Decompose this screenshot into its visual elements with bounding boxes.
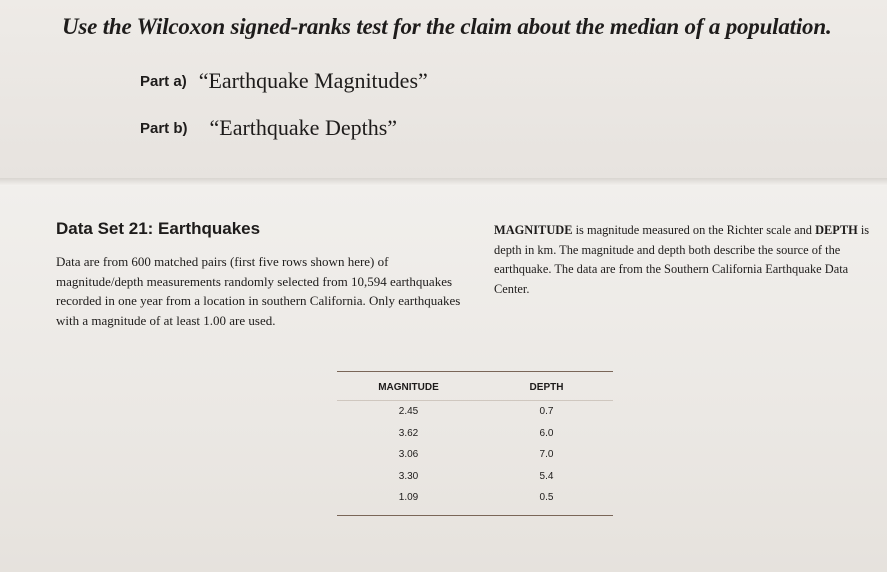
table-bottom-spacer <box>337 509 613 516</box>
panel-divider <box>0 178 887 186</box>
earthquake-data-table <box>337 371 613 516</box>
table-row <box>337 401 613 423</box>
depth-cell: 0.7 <box>539 406 554 418</box>
column-header-depth: DEPTH <box>480 372 613 401</box>
part-b <box>140 115 397 141</box>
part-a-title: “Earthquake Magnitudes” <box>198 68 428 93</box>
depth-definition: is depth in km. The magnitude and depth both describe the source of the earthquake. The data are from the Southern California Earthquake Data Center. <box>494 223 870 296</box>
depth-cell: 5.4 <box>539 470 554 482</box>
magnitude-term: MAGNITUDE <box>494 223 573 237</box>
table-row <box>337 466 613 488</box>
depth-cell: 6.0 <box>539 427 554 439</box>
magnitude-cell: 3.62 <box>398 427 419 439</box>
part-b-title: “Earthquake Depths” <box>209 115 398 140</box>
magnitude-cell: 3.06 <box>398 449 419 461</box>
magnitude-definition: is magnitude measured on the Richter scale and <box>572 223 816 237</box>
table-header-row <box>337 372 613 401</box>
depth-cell: 0.5 <box>539 492 554 504</box>
page-heading: Use the Wilcoxon signed-ranks test for the claim about the median of a population. <box>62 14 832 39</box>
part-a-label: Part a) <box>140 72 187 90</box>
part-b-label: Part b) <box>140 119 188 137</box>
table-row <box>337 423 613 445</box>
table-row <box>337 444 613 466</box>
table-row <box>337 487 613 509</box>
depth-cell: 7.0 <box>539 449 554 461</box>
magnitude-cell: 3.30 <box>398 470 419 482</box>
column-header-magnitude: MAGNITUDE <box>337 372 480 401</box>
dataset-description: Data are from 600 matched pairs (first five rows shown here) of magnitude/depth measurements randomly selected from 10,594 earthquakes recorded in one year from a location in southern California. Only earthquakes with a magnitude of at least 1.00 are used. <box>56 254 461 328</box>
magnitude-cell: 2.45 <box>398 406 419 418</box>
depth-term: DEPTH <box>815 223 858 237</box>
magnitude-cell: 1.09 <box>398 492 419 504</box>
dataset-title: Data Set 21: Earthquakes <box>56 219 261 238</box>
dataset-variable-notes <box>494 221 879 299</box>
part-a <box>140 68 428 94</box>
